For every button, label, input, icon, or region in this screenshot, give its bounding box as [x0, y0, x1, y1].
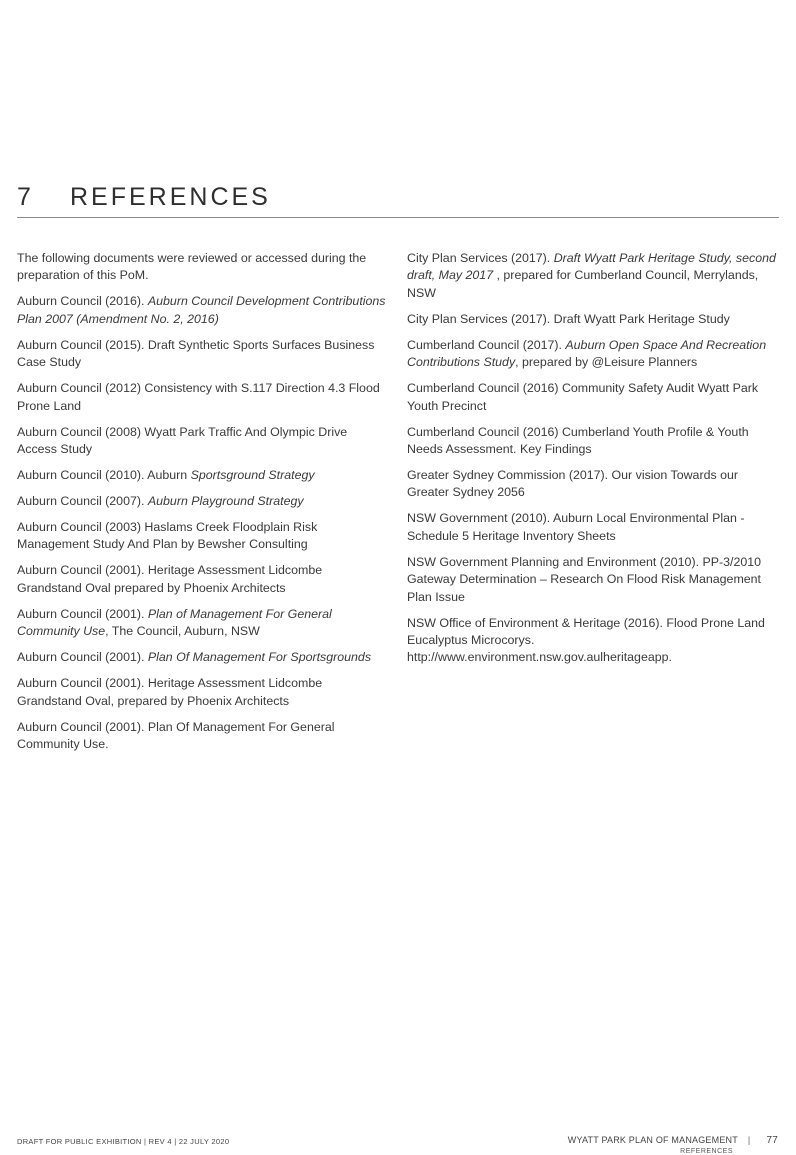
reference-title: Auburn Playground Strategy: [147, 494, 304, 509]
reference-title: Plan of Management For General Community Use: [17, 606, 332, 639]
reference-entry: [17, 675, 389, 710]
reference-entry: [407, 380, 779, 415]
reference-text: Auburn Council (2015). Draft Synthetic Sports Surfaces Business Case Study: [17, 337, 375, 370]
reference-entry: [17, 337, 389, 372]
reference-entry: [407, 250, 779, 302]
reference-text: Cumberland Council (2017).: [407, 337, 566, 352]
reference-text: Auburn Council (2016).: [17, 294, 148, 309]
reference-title: Auburn Council Development Contributions Plan 2007 (Amendment No. 2, 2016): [17, 294, 386, 326]
reference-entry: [407, 467, 779, 502]
reference-entry: [17, 380, 389, 415]
reference-text: , prepared for Cumberland Council, Merrylands, NSW: [407, 268, 759, 300]
reference-title: Sportsground Strategy: [190, 468, 315, 483]
reference-entry: [17, 719, 389, 754]
footer-document-title: WYATT PARK PLAN OF MANAGEMENT: [567, 1135, 738, 1145]
reference-text: Auburn Council (2001).: [17, 650, 148, 665]
reference-entry: [407, 311, 779, 328]
section-heading: [17, 183, 779, 212]
reference-text: , The Council, Auburn, NSW: [105, 624, 260, 639]
references-left-column: [17, 250, 389, 762]
reference-entry: [17, 424, 389, 459]
reference-text: , prepared by @Leisure Planners: [515, 355, 698, 370]
footer-right: [567, 1135, 778, 1155]
reference-text: Auburn Council (2003) Haslams Creek Floodplain Risk Management Study And Plan by Bewsher Consulting: [17, 520, 318, 552]
footer-section-name: REFERENCES: [680, 1148, 733, 1155]
reference-entry: [407, 554, 779, 606]
page-number: 77: [766, 1135, 778, 1146]
reference-text: City Plan Services (2017).: [407, 251, 554, 265]
reference-entry: [407, 424, 779, 459]
reference-entry: [17, 467, 389, 484]
reference-title: Auburn Open Space And Recreation Contributions Study: [407, 337, 767, 370]
reference-text: Auburn Council (2001). Heritage Assessment Lidcombe Grandstand Oval, prepared by Phoenix Architects: [17, 676, 323, 708]
reference-text: Auburn Council (2010). Auburn: [17, 468, 191, 483]
intro-paragraph: [17, 250, 389, 285]
reference-entry: [17, 562, 389, 597]
reference-text: NSW Government Planning and Environment (2010). PP-3/2010 Gateway Determination – Research On Flood Risk Management Plan Issue: [407, 554, 762, 604]
reference-text: Auburn Council (2001).: [17, 606, 148, 621]
reference-text: NSW Office of Environment & Heritage (2016). Flood Prone Land Eucalyptus Microcorys. http://www.environment.nsw.gov.aulheritageapp.: [407, 615, 765, 665]
reference-entry: [17, 293, 389, 328]
section-number: 7: [17, 183, 34, 211]
reference-entry: [17, 493, 389, 510]
references-right-column: [407, 250, 779, 675]
reference-text: City Plan Services (2017). Draft Wyatt Park Heritage Study: [407, 311, 730, 326]
reference-text: The following documents were reviewed or accessed during the preparation of this PoM.: [17, 251, 367, 283]
reference-title: Plan Of Management For Sportsgrounds: [147, 650, 372, 665]
heading-rule: [17, 217, 779, 218]
reference-text: Cumberland Council (2016) Community Safety Audit Wyatt Park Youth Precinct: [407, 381, 759, 413]
reference-entry: [17, 519, 389, 554]
reference-entry: [17, 606, 389, 641]
reference-entry: [407, 337, 779, 372]
reference-text: Auburn Council (2008) Wyatt Park Traffic And Olympic Drive Access Study: [17, 424, 348, 457]
reference-text: Cumberland Council (2016) Cumberland Youth Profile & Youth Needs Assessment. Key Findings: [407, 424, 749, 457]
reference-title: Draft Wyatt Park Heritage Study, second draft, May 2017: [407, 251, 776, 283]
reference-text: Auburn Council (2007).: [17, 494, 148, 509]
reference-text: NSW Government (2010). Auburn Local Environmental Plan - Schedule 5 Heritage Inventory Sheets: [407, 511, 745, 543]
reference-text: Auburn Council (2012) Consistency with S.117 Direction 4.3 Flood Prone Land: [17, 381, 380, 413]
reference-entry: [407, 615, 779, 667]
reference-text: Auburn Council (2001). Heritage Assessment Lidcombe Grandstand Oval prepared by Phoenix Architects: [17, 563, 323, 595]
reference-text: Auburn Council (2001). Plan Of Management For General Community Use.: [17, 719, 335, 752]
reference-entry: [407, 510, 779, 545]
reference-text: Greater Sydney Commission (2017). Our vision Towards our Greater Sydney 2056: [407, 468, 739, 500]
section-title: REFERENCES: [70, 183, 271, 211]
footer-draft-notice: DRAFT FOR PUBLIC EXHIBITION | REV 4 | 22 JULY 2020: [17, 1137, 230, 1146]
footer-separator: |: [747, 1135, 751, 1145]
reference-entry: [17, 649, 389, 666]
